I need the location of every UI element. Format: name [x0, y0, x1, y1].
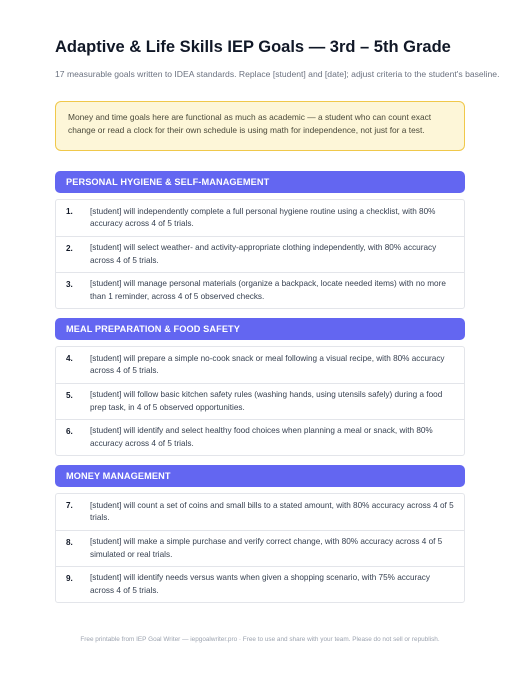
callout-note: Money and time goals here are functional as much as academic — a student who can count exact change or read a clock for their own schedule is using math for independence, not just for a test. — [55, 101, 465, 151]
goal-text: [student] will identify and select healthy food choices when planning a meal or snack, with 80% accuracy across 4 of 5 trials. — [90, 426, 433, 448]
goal-item — [56, 383, 464, 419]
goal-list — [55, 199, 465, 309]
page-footer: Free printable from IEP Goal Writer — iepgoalwriter.pro · Free to use and share with your team. Please do not sell or republish. — [80, 636, 440, 643]
goal-number: 1. — [66, 207, 73, 216]
goal-item — [56, 419, 464, 455]
section-heading: PERSONAL HYGIENE & SELF-MANAGEMENT — [55, 171, 465, 193]
section-money-management — [55, 465, 465, 603]
goal-item — [56, 272, 464, 308]
goal-number: 8. — [66, 538, 73, 547]
goal-item — [56, 347, 464, 383]
goal-number: 4. — [66, 354, 73, 363]
goal-item — [56, 236, 464, 272]
goal-number: 3. — [66, 280, 73, 289]
goal-text: [student] will select weather- and activity-appropriate clothing independently, with 80% accuracy across 4 of 5 trials. — [90, 243, 437, 265]
goal-text: [student] will count a set of coins and small bills to a stated amount, with 80% accuracy across 4 of 5 trials. — [90, 500, 454, 522]
goal-list — [55, 493, 465, 603]
goal-item — [56, 530, 464, 566]
goal-number: 7. — [66, 501, 73, 510]
section-heading: MONEY MANAGEMENT — [55, 465, 465, 487]
section-heading: MEAL PREPARATION & FOOD SAFETY — [55, 318, 465, 340]
goal-text: [student] will independently complete a full personal hygiene routine using a checklist, with 80% accuracy across 4 of 5 trials. — [90, 206, 436, 228]
goal-number: 2. — [66, 244, 73, 253]
goal-number: 9. — [66, 574, 73, 583]
goal-item — [56, 200, 464, 236]
goal-item — [56, 566, 464, 602]
goal-number: 6. — [66, 427, 73, 436]
goal-list — [55, 346, 465, 456]
goal-text: [student] will prepare a simple no-cook snack or meal following a visual recipe, with 80% accuracy across 4 of 5 trials. — [90, 353, 445, 375]
goal-item — [56, 494, 464, 530]
goal-text: [student] will follow basic kitchen safety rules (washing hands, using utensils safely) during a food prep task, in 4 of 5 observed opportunities. — [90, 390, 443, 412]
section-personal-hygiene — [55, 171, 465, 309]
goal-text: [student] will manage personal materials (organize a backpack, locate needed items) with no more than 1 reminder, across 4 of 5 observed checks. — [90, 279, 446, 301]
goal-text: [student] will make a simple purchase and verify correct change, with 80% accuracy across 4 of 5 simulated or real trials. — [90, 537, 443, 559]
page-subtitle: 17 measurable goals written to IDEA standards. Replace [student] and [date]; adjust criteria to the student's baseline. — [55, 69, 500, 79]
section-meal-preparation — [55, 318, 465, 456]
goal-text: [student] will identify needs versus wants when given a shopping scenario, with 75% accuracy across 4 of 5 trials. — [90, 573, 430, 595]
goal-number: 5. — [66, 391, 73, 400]
page-title: Adaptive & Life Skills IEP Goals — 3rd – 5th Grade — [55, 38, 451, 56]
